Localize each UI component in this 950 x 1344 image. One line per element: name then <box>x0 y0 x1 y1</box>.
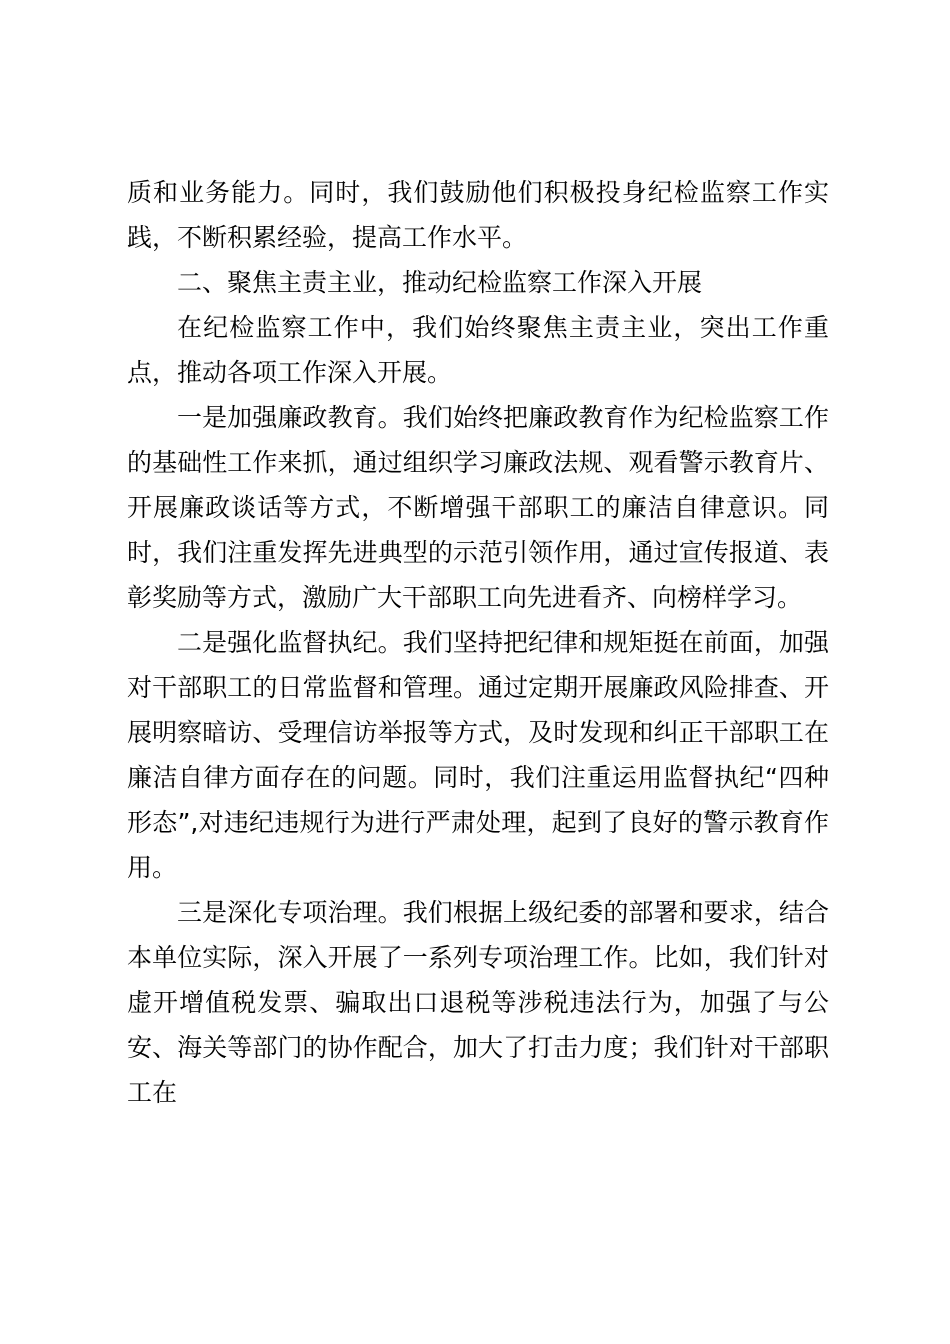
paragraph-education: 一是加强廉政教育。我们始终把廉政教育作为纪检监察工作的基础性工作来抓，通过组织学习廉政法规、观看警示教育片、开展廉政谈话等方式，不断增强干部职工的廉洁自律意识。同时，我们注重发挥先进典型的示范引领作用，通过宣传报道、表彰奖励等方式，激励广大干部职工向先进看齐、向榜样学习。 <box>127 403 829 612</box>
paragraph-supervision: 二是强化监督执纪。我们坚持把纪律和规矩挺在前面，加强对干部职工的日常监督和管理。通过定期开展廉政风险排查、开展明察暗访、受理信访举报等方式，及时发现和纠正干部职工在廉洁自律方面存在的问题。同时，我们注重运用监督执纪“四种形态”,对违纪违规行为进行严肃处理，起到了良好的警示教育作用。 <box>127 628 829 882</box>
section-heading: 二、聚焦主责主业，推动纪检监察工作深入开展 <box>177 268 703 297</box>
paragraph-intro: 在纪检监察工作中，我们始终聚焦主责主业，突出工作重点，推动各项工作深入开展。 <box>127 313 829 387</box>
paragraph-continuation: 质和业务能力。同时，我们鼓励他们积极投身纪检监察工作实践，不断积累经验，提高工作水平。 <box>127 178 829 252</box>
paragraph-special-governance: 三是深化专项治理。我们根据上级纪委的部署和要求，结合本单位实际，深入开展了一系列专项治理工作。比如，我们针对虚开增值税发票、骗取出口退税等涉税违法行为，加强了与公安、海关等部门的协作配合，加大了打击力度；我们针对干部职工在 <box>127 898 829 1107</box>
document-body <box>127 170 829 1115</box>
